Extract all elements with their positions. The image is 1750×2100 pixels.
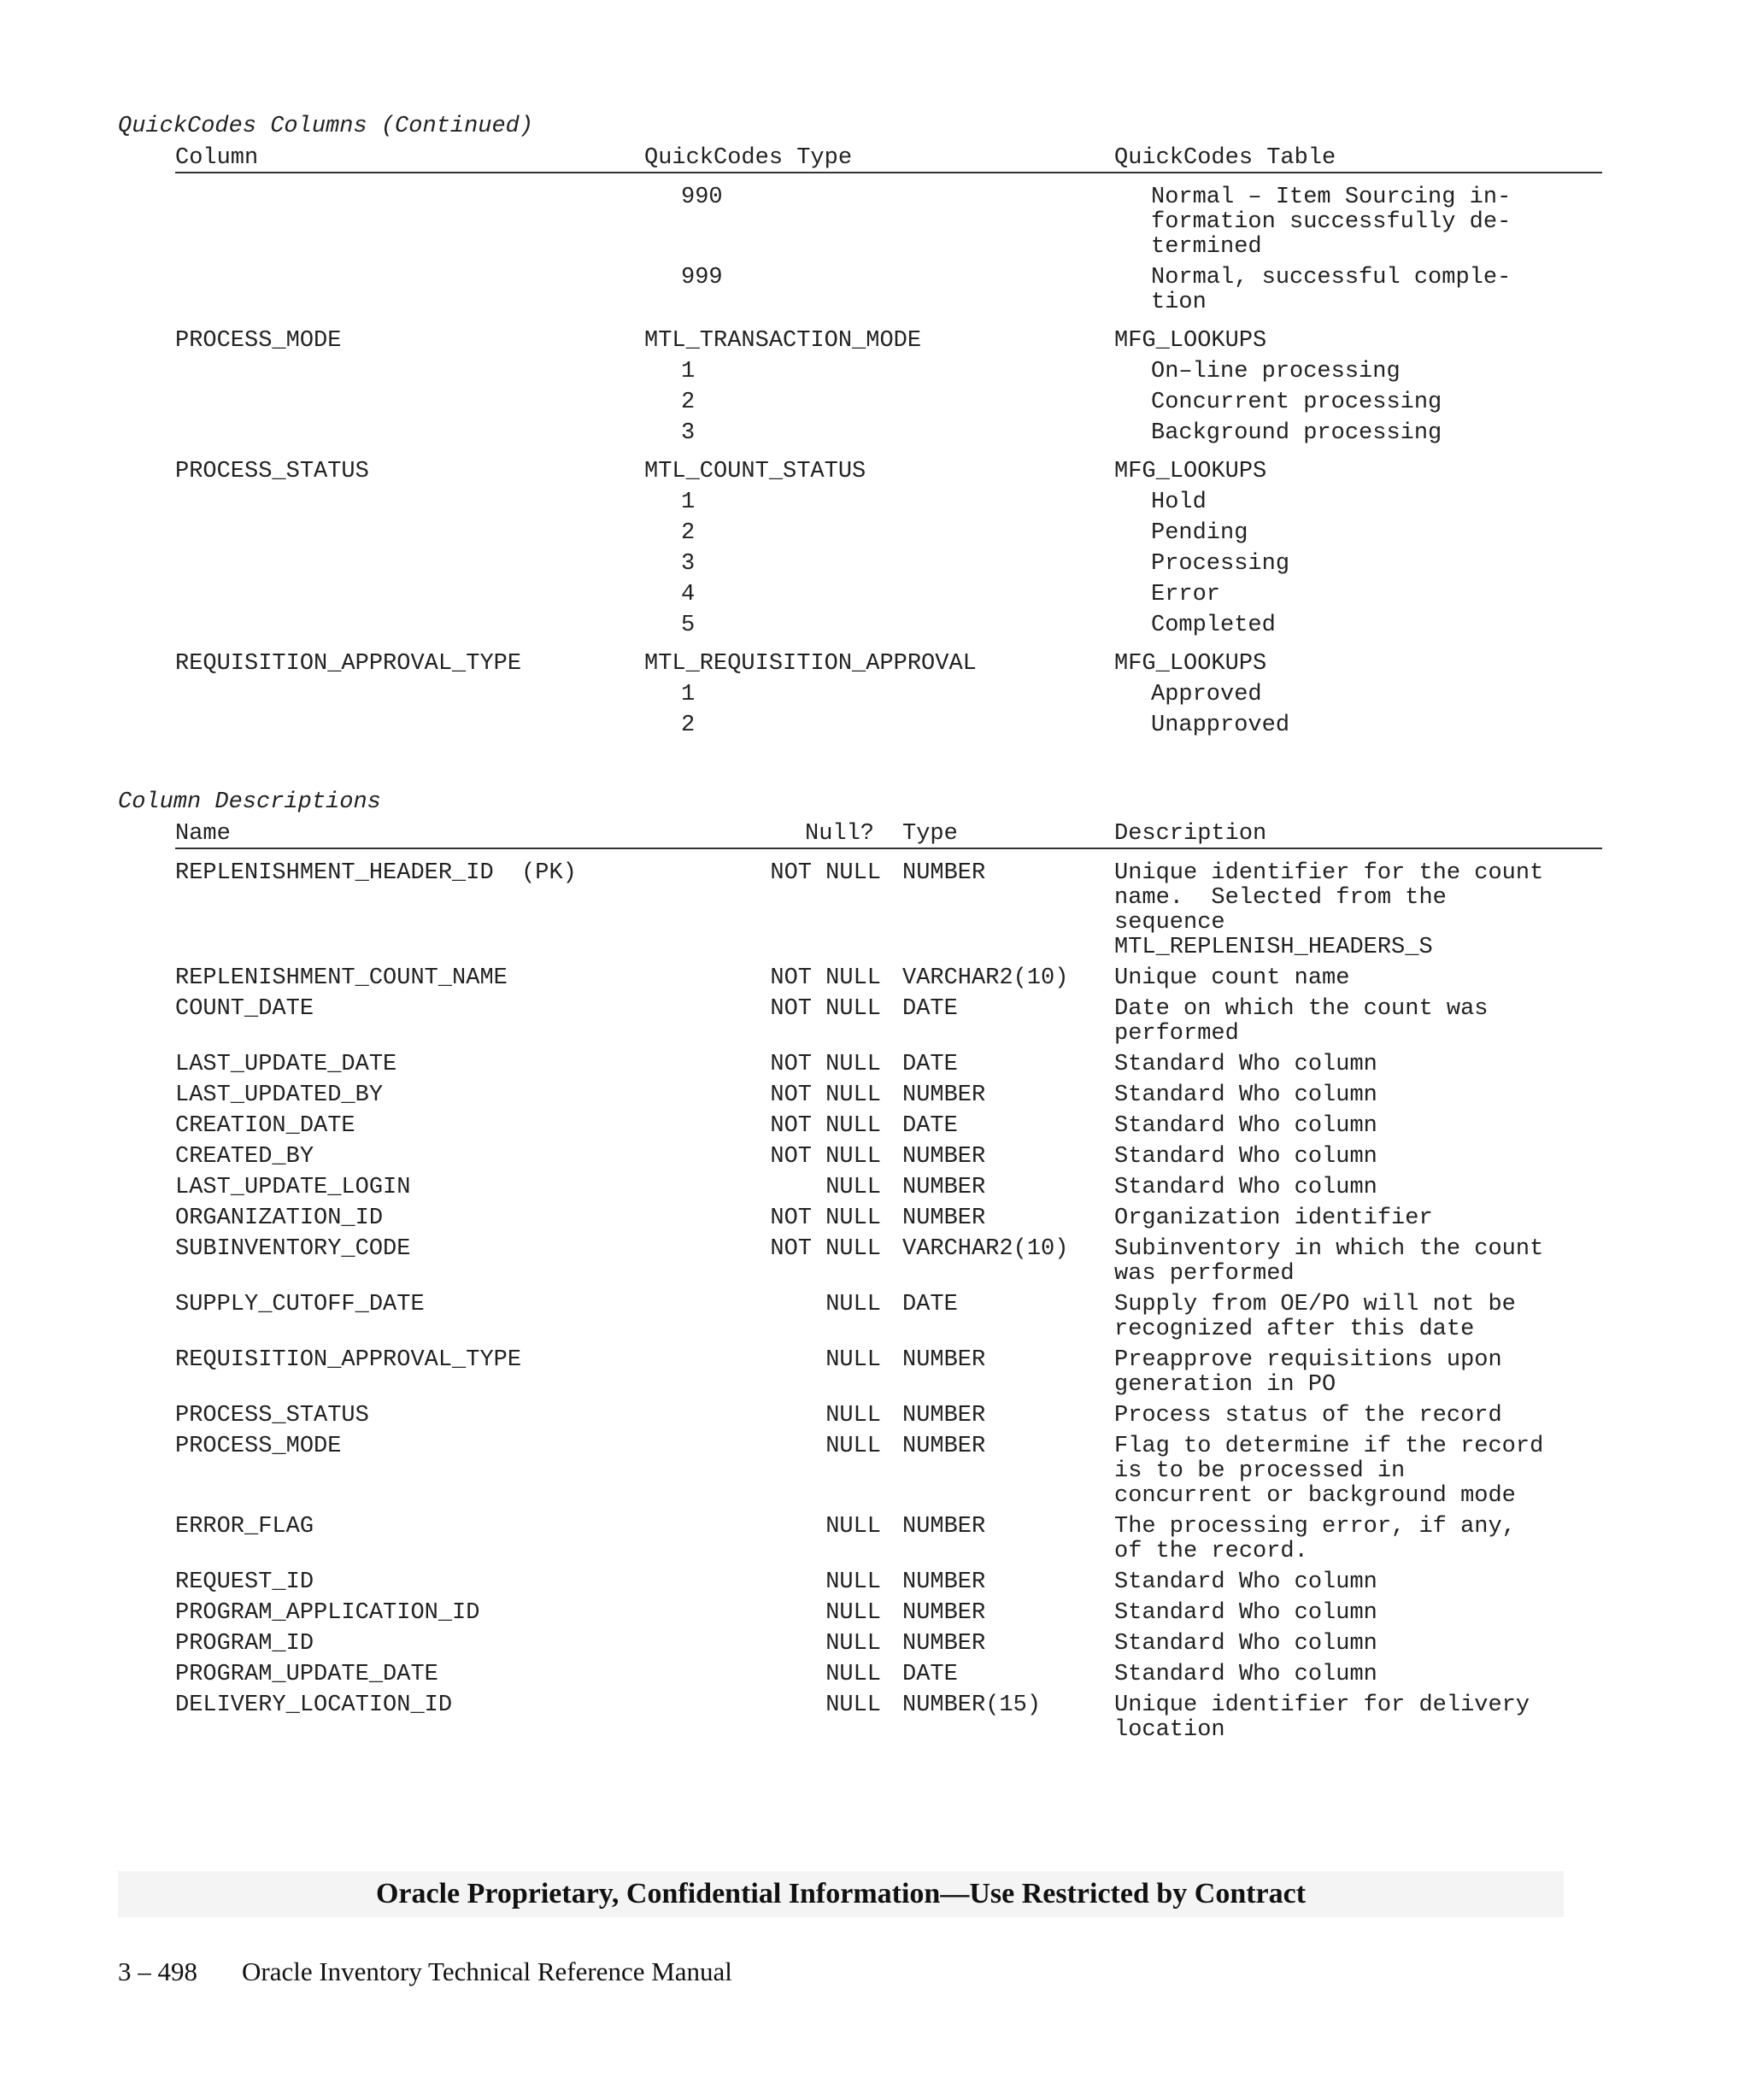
column-name: DELIVERY_LOCATION_ID xyxy=(175,1692,453,1718)
quickcode-meaning: Background processing xyxy=(1151,420,1442,446)
column-type: NUMBER(15) xyxy=(902,1692,1042,1718)
column-null: NOT NULL xyxy=(770,965,881,991)
column-description: Standard Who column xyxy=(1114,1144,1377,1170)
quickcode-meaning: Pending xyxy=(1151,520,1248,546)
column-null: NOT NULL xyxy=(770,1236,881,1262)
column-type: DATE xyxy=(902,1113,958,1139)
quickcode-value: 4 xyxy=(681,582,696,607)
column-null: NULL xyxy=(825,1569,881,1595)
column-type: NUMBER xyxy=(902,1600,986,1626)
quickcode-meaning: Completed xyxy=(1151,613,1276,638)
column-name: SUPPLY_CUTOFF_DATE xyxy=(175,1292,425,1317)
column-name: ERROR_FLAG xyxy=(175,1514,314,1540)
column-descriptions-section-title: Column Descriptions xyxy=(118,789,381,815)
column-name: CREATED_BY xyxy=(175,1144,314,1170)
column-name: PROCESS_STATUS xyxy=(175,1403,369,1428)
column-null: NULL xyxy=(825,1662,881,1687)
column-null: NOT NULL xyxy=(770,1082,881,1108)
confidential-notice: Oracle Proprietary, Confidential Information––Use Restricted by Contract xyxy=(375,1878,1307,1909)
quickcodes-header-type: QuickCodes Type xyxy=(644,145,853,171)
columns-header-null: Null? xyxy=(805,821,875,847)
column-type: NUMBER xyxy=(902,1514,986,1540)
column-description: The processing error, if any, of the record. xyxy=(1114,1514,1516,1564)
column-null: NOT NULL xyxy=(770,996,881,1022)
quickcodes-row-table: MFG_LOOKUPS xyxy=(1114,459,1267,484)
column-name: REPLENISHMENT_HEADER_ID (PK) xyxy=(175,860,577,886)
column-null: NULL xyxy=(825,1292,881,1317)
quickcode-meaning: Concurrent processing xyxy=(1151,390,1442,415)
quickcode-value: 1 xyxy=(681,490,696,515)
column-null: NOT NULL xyxy=(770,1052,881,1077)
quickcodes-row-column: PROCESS_MODE xyxy=(175,328,342,354)
column-type: DATE xyxy=(902,1052,958,1077)
column-null: NULL xyxy=(825,1600,881,1626)
quickcode-meaning: On–line processing xyxy=(1151,359,1401,384)
column-description: Standard Who column xyxy=(1114,1113,1377,1139)
column-type: NUMBER xyxy=(902,860,986,886)
column-name: REQUISITION_APPROVAL_TYPE xyxy=(175,1347,522,1373)
column-type: NUMBER xyxy=(902,1144,986,1170)
column-name: ORGANIZATION_ID xyxy=(175,1205,384,1231)
column-type: VARCHAR2(10) xyxy=(902,965,1069,991)
column-description: Organization identifier xyxy=(1114,1205,1433,1231)
column-null: NULL xyxy=(825,1434,881,1459)
quickcode-value: 5 xyxy=(681,613,696,638)
quickcodes-header-column: Column xyxy=(175,145,259,171)
quickcodes-section-title: QuickCodes Columns (Continued) xyxy=(118,114,534,139)
column-type: NUMBER xyxy=(902,1347,986,1373)
column-description: Unique identifier for the count name. Selected from the sequence MTL_REPLENISH_HEADERS_S xyxy=(1114,860,1544,960)
column-name: PROGRAM_APPLICATION_ID xyxy=(175,1600,480,1626)
column-null: NOT NULL xyxy=(770,860,881,886)
quickcodes-row-table: MFG_LOOKUPS xyxy=(1114,328,1267,354)
quickcodes-header-table: QuickCodes Table xyxy=(1114,145,1336,171)
column-name: PROGRAM_UPDATE_DATE xyxy=(175,1662,438,1687)
columns-header-type: Type xyxy=(902,821,958,847)
quickcode-value: 3 xyxy=(681,420,696,446)
column-null: NOT NULL xyxy=(770,1144,881,1170)
columns-header-description: Description xyxy=(1114,821,1267,847)
column-description: Standard Who column xyxy=(1114,1175,1377,1200)
column-null: NULL xyxy=(825,1631,881,1657)
column-type: NUMBER xyxy=(902,1434,986,1459)
quickcode-meaning: Normal, successful comple- tion xyxy=(1151,265,1512,315)
column-name: LAST_UPDATE_LOGIN xyxy=(175,1175,411,1200)
column-description: Standard Who column xyxy=(1114,1600,1377,1626)
quickcode-value: 999 xyxy=(681,265,723,290)
manual-title: Oracle Inventory Technical Reference Manual xyxy=(242,1956,732,1986)
column-name: COUNT_DATE xyxy=(175,996,314,1022)
quickcodes-row-column: REQUISITION_APPROVAL_TYPE xyxy=(175,651,522,677)
column-description: Date on which the count was performed xyxy=(1114,996,1489,1047)
column-null: NULL xyxy=(825,1514,881,1540)
column-null: NULL xyxy=(825,1403,881,1428)
quickcode-value: 3 xyxy=(681,551,696,577)
column-type: DATE xyxy=(902,1292,958,1317)
column-type: NUMBER xyxy=(902,1205,986,1231)
quickcode-value: 2 xyxy=(681,390,696,415)
column-type: DATE xyxy=(902,1662,958,1687)
column-name: PROGRAM_ID xyxy=(175,1631,314,1657)
column-type: NUMBER xyxy=(902,1175,986,1200)
column-description: Flag to determine if the record is to be processed in concurrent or background mode xyxy=(1114,1434,1544,1509)
quickcode-meaning: Error xyxy=(1151,582,1221,607)
quickcode-value: 1 xyxy=(681,682,696,707)
quickcode-value: 2 xyxy=(681,713,696,738)
quickcode-value: 1 xyxy=(681,359,696,384)
column-description: Standard Who column xyxy=(1114,1662,1377,1687)
column-description: Unique identifier for delivery location xyxy=(1114,1692,1530,1743)
column-type: NUMBER xyxy=(902,1569,986,1595)
quickcode-value: 2 xyxy=(681,520,696,546)
column-description: Standard Who column xyxy=(1114,1569,1377,1595)
column-description: Standard Who column xyxy=(1114,1052,1377,1077)
columns-header-name: Name xyxy=(175,821,231,847)
column-null: NULL xyxy=(825,1692,881,1718)
column-name: CREATION_DATE xyxy=(175,1113,355,1139)
column-description: Standard Who column xyxy=(1114,1631,1377,1657)
column-description: Preapprove requisitions upon generation in PO xyxy=(1114,1347,1502,1398)
column-type: DATE xyxy=(902,996,958,1022)
column-null: NULL xyxy=(825,1175,881,1200)
column-name: PROCESS_MODE xyxy=(175,1434,342,1459)
quickcodes-row-type: MTL_REQUISITION_APPROVAL xyxy=(644,651,977,677)
column-type: NUMBER xyxy=(902,1631,986,1657)
column-name: LAST_UPDATED_BY xyxy=(175,1082,384,1108)
quickcodes-row-table: MFG_LOOKUPS xyxy=(1114,651,1267,677)
columns-header-rule xyxy=(175,848,1602,849)
quickcodes-row-type: MTL_TRANSACTION_MODE xyxy=(644,328,922,354)
column-name: REPLENISHMENT_COUNT_NAME xyxy=(175,965,508,991)
column-name: SUBINVENTORY_CODE xyxy=(175,1236,411,1262)
column-description: Subinventory in which the count was performed xyxy=(1114,1236,1544,1287)
column-type: NUMBER xyxy=(902,1082,986,1108)
quickcode-meaning: Hold xyxy=(1151,490,1207,515)
column-null: NOT NULL xyxy=(770,1205,881,1231)
column-description: Process status of the record xyxy=(1114,1403,1502,1428)
quickcode-meaning: Normal – Item Sourcing in- formation successfully de- termined xyxy=(1151,185,1512,260)
column-null: NOT NULL xyxy=(770,1113,881,1139)
column-description: Standard Who column xyxy=(1114,1082,1377,1108)
column-description: Supply from OE/PO will not be recognized after this date xyxy=(1114,1292,1516,1342)
column-name: LAST_UPDATE_DATE xyxy=(175,1052,397,1077)
quickcode-meaning: Approved xyxy=(1151,682,1262,707)
column-null: NULL xyxy=(825,1347,881,1373)
quickcodes-row-column: PROCESS_STATUS xyxy=(175,459,369,484)
page-number: 3 – 498 xyxy=(118,1956,197,1986)
quickcode-value: 990 xyxy=(681,185,723,210)
quickcodes-header-rule xyxy=(175,172,1602,173)
quickcode-meaning: Unapproved xyxy=(1151,713,1290,738)
column-type: NUMBER xyxy=(902,1403,986,1428)
column-type: VARCHAR2(10) xyxy=(902,1236,1069,1262)
column-name: REQUEST_ID xyxy=(175,1569,314,1595)
quickcodes-row-type: MTL_COUNT_STATUS xyxy=(644,459,866,484)
column-description: Unique count name xyxy=(1114,965,1350,991)
quickcode-meaning: Processing xyxy=(1151,551,1290,577)
